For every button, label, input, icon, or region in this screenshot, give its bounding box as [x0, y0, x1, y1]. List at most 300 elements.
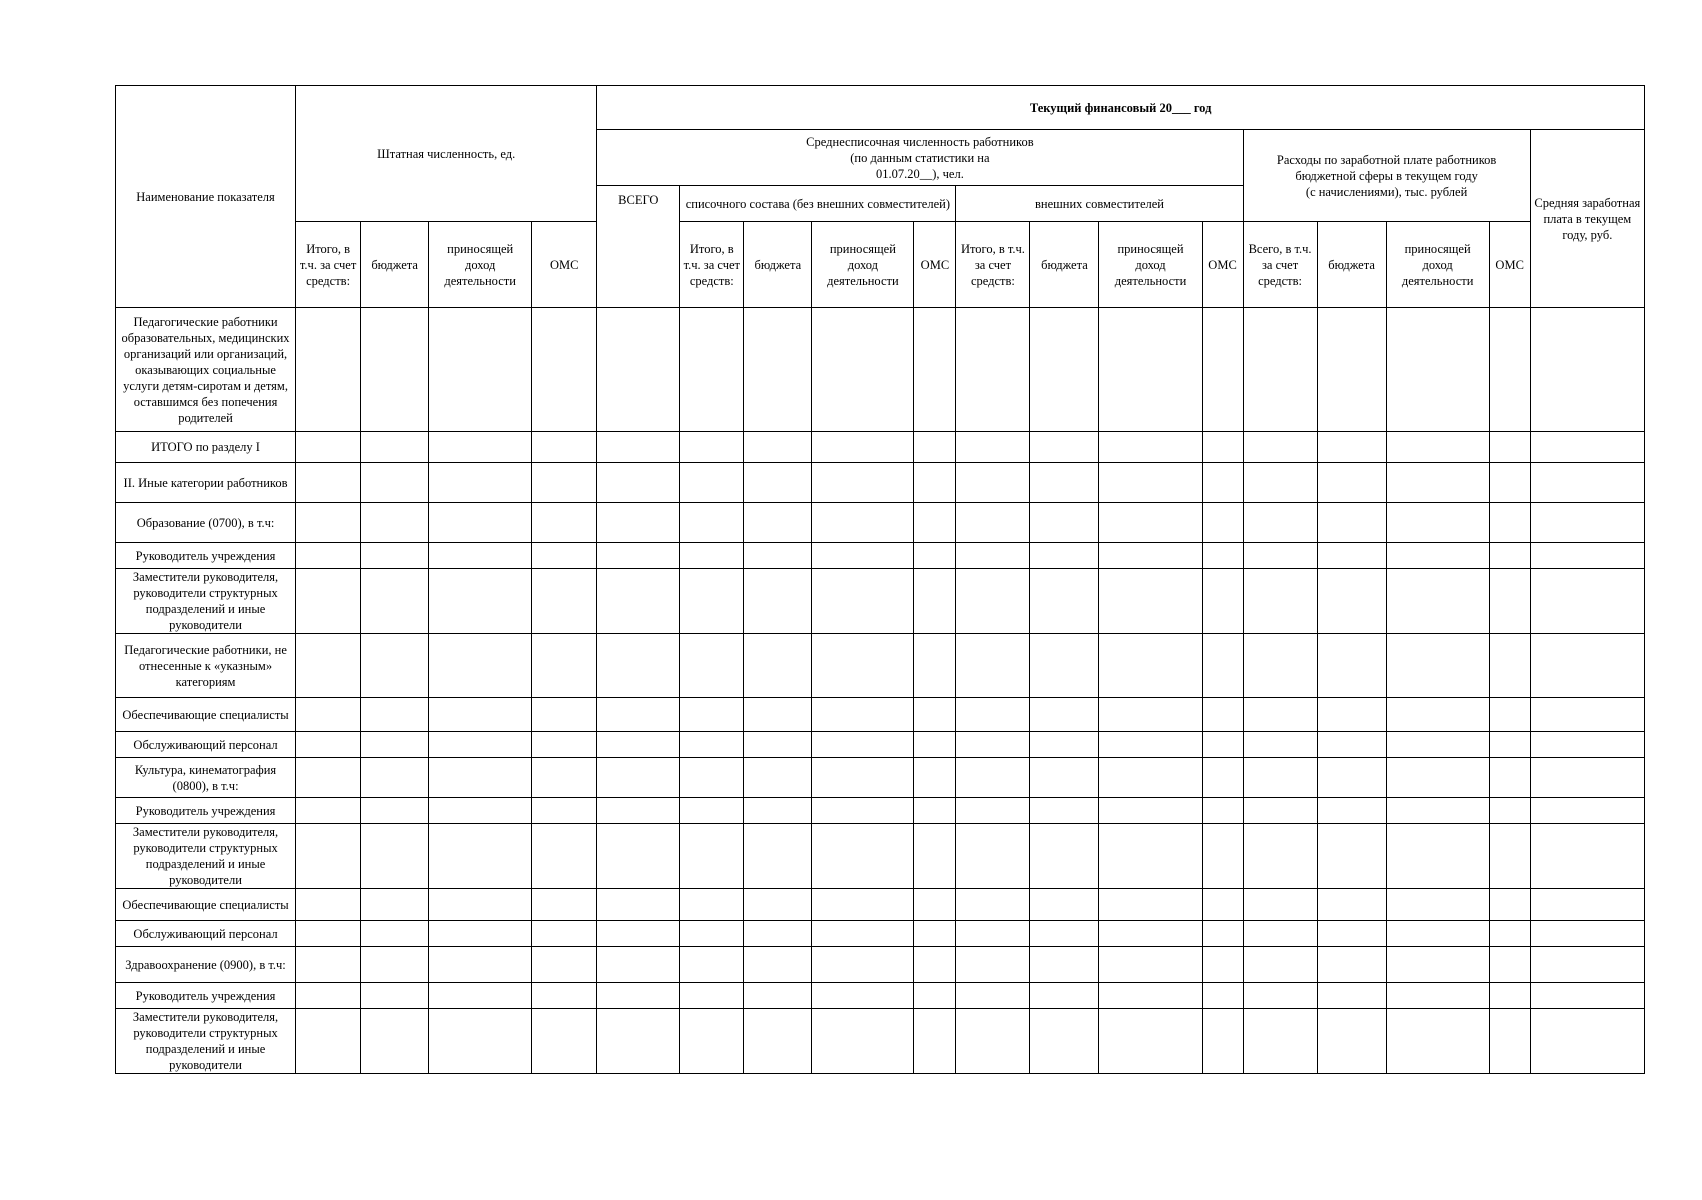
- data-cell[interactable]: [812, 432, 914, 463]
- data-cell[interactable]: [296, 947, 361, 983]
- data-cell[interactable]: [361, 432, 429, 463]
- data-cell[interactable]: [1317, 947, 1386, 983]
- data-cell[interactable]: [1243, 732, 1317, 758]
- data-cell[interactable]: [1099, 798, 1202, 824]
- data-cell[interactable]: [680, 947, 744, 983]
- data-cell[interactable]: [1386, 432, 1489, 463]
- data-cell[interactable]: [597, 503, 680, 543]
- data-cell[interactable]: [1030, 698, 1099, 732]
- data-cell[interactable]: [1099, 308, 1202, 432]
- data-cell[interactable]: [597, 758, 680, 798]
- data-cell[interactable]: [914, 308, 956, 432]
- data-cell[interactable]: [1530, 432, 1644, 463]
- data-cell[interactable]: [1317, 569, 1386, 634]
- data-cell[interactable]: [296, 824, 361, 889]
- data-cell[interactable]: [680, 432, 744, 463]
- data-cell[interactable]: [1386, 758, 1489, 798]
- data-cell[interactable]: [812, 889, 914, 921]
- data-cell[interactable]: [1317, 1009, 1386, 1074]
- data-cell[interactable]: [812, 732, 914, 758]
- data-cell[interactable]: [1030, 463, 1099, 503]
- data-cell[interactable]: [680, 921, 744, 947]
- data-cell[interactable]: [1243, 634, 1317, 698]
- data-cell[interactable]: [429, 921, 532, 947]
- data-cell[interactable]: [1489, 824, 1530, 889]
- data-cell[interactable]: [1317, 543, 1386, 569]
- data-cell[interactable]: [1202, 947, 1243, 983]
- data-cell[interactable]: [597, 1009, 680, 1074]
- data-cell[interactable]: [429, 889, 532, 921]
- data-cell[interactable]: [1030, 569, 1099, 634]
- data-cell[interactable]: [1317, 308, 1386, 432]
- data-cell[interactable]: [744, 698, 812, 732]
- data-cell[interactable]: [914, 947, 956, 983]
- data-cell[interactable]: [914, 503, 956, 543]
- data-cell[interactable]: [532, 983, 597, 1009]
- data-cell[interactable]: [680, 889, 744, 921]
- data-cell[interactable]: [1317, 983, 1386, 1009]
- data-cell[interactable]: [956, 432, 1030, 463]
- data-cell[interactable]: [1386, 947, 1489, 983]
- data-cell[interactable]: [914, 463, 956, 503]
- data-cell[interactable]: [1243, 1009, 1317, 1074]
- data-cell[interactable]: [914, 543, 956, 569]
- data-cell[interactable]: [1202, 634, 1243, 698]
- data-cell[interactable]: [597, 463, 680, 503]
- data-cell[interactable]: [1099, 1009, 1202, 1074]
- data-cell[interactable]: [1243, 503, 1317, 543]
- data-cell[interactable]: [956, 732, 1030, 758]
- data-cell[interactable]: [1243, 798, 1317, 824]
- data-cell[interactable]: [1530, 503, 1644, 543]
- data-cell[interactable]: [429, 947, 532, 983]
- data-cell[interactable]: [361, 569, 429, 634]
- data-cell[interactable]: [1530, 569, 1644, 634]
- data-cell[interactable]: [1099, 889, 1202, 921]
- data-cell[interactable]: [812, 503, 914, 543]
- data-cell[interactable]: [1489, 798, 1530, 824]
- data-cell[interactable]: [812, 308, 914, 432]
- data-cell[interactable]: [1317, 432, 1386, 463]
- data-cell[interactable]: [956, 983, 1030, 1009]
- data-cell[interactable]: [1530, 798, 1644, 824]
- data-cell[interactable]: [1030, 1009, 1099, 1074]
- data-cell[interactable]: [532, 732, 597, 758]
- data-cell[interactable]: [532, 921, 597, 947]
- data-cell[interactable]: [1243, 758, 1317, 798]
- data-cell[interactable]: [812, 543, 914, 569]
- data-cell[interactable]: [597, 543, 680, 569]
- data-cell[interactable]: [1489, 1009, 1530, 1074]
- data-cell[interactable]: [1530, 463, 1644, 503]
- data-cell[interactable]: [1243, 308, 1317, 432]
- data-cell[interactable]: [1530, 308, 1644, 432]
- data-cell[interactable]: [1489, 463, 1530, 503]
- data-cell[interactable]: [956, 947, 1030, 983]
- data-cell[interactable]: [1202, 983, 1243, 1009]
- data-cell[interactable]: [532, 543, 597, 569]
- data-cell[interactable]: [429, 983, 532, 1009]
- data-cell[interactable]: [680, 463, 744, 503]
- data-cell[interactable]: [1386, 698, 1489, 732]
- data-cell[interactable]: [1386, 798, 1489, 824]
- data-cell[interactable]: [680, 634, 744, 698]
- data-cell[interactable]: [914, 889, 956, 921]
- data-cell[interactable]: [1243, 824, 1317, 889]
- data-cell[interactable]: [296, 758, 361, 798]
- data-cell[interactable]: [532, 889, 597, 921]
- data-cell[interactable]: [296, 463, 361, 503]
- data-cell[interactable]: [744, 732, 812, 758]
- data-cell[interactable]: [429, 569, 532, 634]
- data-cell[interactable]: [597, 432, 680, 463]
- data-cell[interactable]: [956, 698, 1030, 732]
- data-cell[interactable]: [361, 798, 429, 824]
- data-cell[interactable]: [532, 503, 597, 543]
- data-cell[interactable]: [956, 921, 1030, 947]
- data-cell[interactable]: [1099, 983, 1202, 1009]
- data-cell[interactable]: [956, 758, 1030, 798]
- data-cell[interactable]: [744, 824, 812, 889]
- data-cell[interactable]: [956, 503, 1030, 543]
- data-cell[interactable]: [597, 889, 680, 921]
- data-cell[interactable]: [1489, 983, 1530, 1009]
- data-cell[interactable]: [1243, 947, 1317, 983]
- data-cell[interactable]: [1202, 463, 1243, 503]
- data-cell[interactable]: [296, 503, 361, 543]
- data-cell[interactable]: [1489, 758, 1530, 798]
- data-cell[interactable]: [914, 798, 956, 824]
- data-cell[interactable]: [1317, 889, 1386, 921]
- data-cell[interactable]: [1030, 889, 1099, 921]
- data-cell[interactable]: [1202, 569, 1243, 634]
- data-cell[interactable]: [1386, 503, 1489, 543]
- data-cell[interactable]: [296, 569, 361, 634]
- data-cell[interactable]: [1243, 698, 1317, 732]
- data-cell[interactable]: [296, 432, 361, 463]
- data-cell[interactable]: [744, 308, 812, 432]
- data-cell[interactable]: [1030, 634, 1099, 698]
- data-cell[interactable]: [1317, 921, 1386, 947]
- data-cell[interactable]: [680, 732, 744, 758]
- data-cell[interactable]: [1202, 543, 1243, 569]
- data-cell[interactable]: [1386, 634, 1489, 698]
- data-cell[interactable]: [956, 824, 1030, 889]
- data-cell[interactable]: [1099, 758, 1202, 798]
- data-cell[interactable]: [1243, 543, 1317, 569]
- data-cell[interactable]: [429, 824, 532, 889]
- data-cell[interactable]: [1099, 634, 1202, 698]
- data-cell[interactable]: [744, 921, 812, 947]
- data-cell[interactable]: [1202, 758, 1243, 798]
- data-cell[interactable]: [1030, 798, 1099, 824]
- data-cell[interactable]: [1386, 569, 1489, 634]
- data-cell[interactable]: [812, 824, 914, 889]
- data-cell[interactable]: [744, 634, 812, 698]
- data-cell[interactable]: [744, 503, 812, 543]
- data-cell[interactable]: [429, 634, 532, 698]
- data-cell[interactable]: [296, 889, 361, 921]
- data-cell[interactable]: [812, 463, 914, 503]
- data-cell[interactable]: [1243, 432, 1317, 463]
- data-cell[interactable]: [956, 463, 1030, 503]
- data-cell[interactable]: [429, 798, 532, 824]
- data-cell[interactable]: [744, 432, 812, 463]
- data-cell[interactable]: [1386, 543, 1489, 569]
- data-cell[interactable]: [744, 569, 812, 634]
- data-cell[interactable]: [680, 1009, 744, 1074]
- data-cell[interactable]: [532, 308, 597, 432]
- data-cell[interactable]: [1243, 569, 1317, 634]
- data-cell[interactable]: [812, 758, 914, 798]
- data-cell[interactable]: [1099, 543, 1202, 569]
- data-cell[interactable]: [914, 1009, 956, 1074]
- data-cell[interactable]: [296, 543, 361, 569]
- data-cell[interactable]: [744, 889, 812, 921]
- data-cell[interactable]: [744, 463, 812, 503]
- data-cell[interactable]: [1530, 634, 1644, 698]
- data-cell[interactable]: [1099, 463, 1202, 503]
- data-cell[interactable]: [429, 698, 532, 732]
- data-cell[interactable]: [1386, 983, 1489, 1009]
- data-cell[interactable]: [1202, 503, 1243, 543]
- data-cell[interactable]: [1099, 432, 1202, 463]
- data-cell[interactable]: [1489, 503, 1530, 543]
- data-cell[interactable]: [680, 503, 744, 543]
- data-cell[interactable]: [429, 543, 532, 569]
- data-cell[interactable]: [1099, 569, 1202, 634]
- data-cell[interactable]: [680, 308, 744, 432]
- data-cell[interactable]: [744, 947, 812, 983]
- data-cell[interactable]: [361, 634, 429, 698]
- data-cell[interactable]: [914, 758, 956, 798]
- data-cell[interactable]: [956, 569, 1030, 634]
- data-cell[interactable]: [1317, 634, 1386, 698]
- data-cell[interactable]: [1386, 732, 1489, 758]
- data-cell[interactable]: [1202, 921, 1243, 947]
- data-cell[interactable]: [429, 758, 532, 798]
- data-cell[interactable]: [361, 503, 429, 543]
- data-cell[interactable]: [1099, 824, 1202, 889]
- data-cell[interactable]: [1386, 308, 1489, 432]
- data-cell[interactable]: [532, 798, 597, 824]
- data-cell[interactable]: [296, 732, 361, 758]
- data-cell[interactable]: [361, 824, 429, 889]
- data-cell[interactable]: [914, 698, 956, 732]
- data-cell[interactable]: [812, 1009, 914, 1074]
- data-cell[interactable]: [429, 432, 532, 463]
- data-cell[interactable]: [1530, 758, 1644, 798]
- data-cell[interactable]: [1489, 732, 1530, 758]
- data-cell[interactable]: [956, 543, 1030, 569]
- data-cell[interactable]: [1202, 1009, 1243, 1074]
- data-cell[interactable]: [1317, 503, 1386, 543]
- data-cell[interactable]: [296, 983, 361, 1009]
- data-cell[interactable]: [680, 543, 744, 569]
- data-cell[interactable]: [296, 698, 361, 732]
- data-cell[interactable]: [914, 569, 956, 634]
- data-cell[interactable]: [914, 983, 956, 1009]
- data-cell[interactable]: [597, 308, 680, 432]
- data-cell[interactable]: [744, 758, 812, 798]
- data-cell[interactable]: [597, 824, 680, 889]
- data-cell[interactable]: [429, 1009, 532, 1074]
- data-cell[interactable]: [1386, 889, 1489, 921]
- data-cell[interactable]: [361, 308, 429, 432]
- data-cell[interactable]: [361, 947, 429, 983]
- data-cell[interactable]: [956, 634, 1030, 698]
- data-cell[interactable]: [956, 889, 1030, 921]
- data-cell[interactable]: [597, 732, 680, 758]
- data-cell[interactable]: [1489, 308, 1530, 432]
- data-cell[interactable]: [532, 698, 597, 732]
- data-cell[interactable]: [1530, 1009, 1644, 1074]
- data-cell[interactable]: [680, 983, 744, 1009]
- data-cell[interactable]: [1386, 1009, 1489, 1074]
- data-cell[interactable]: [597, 921, 680, 947]
- data-cell[interactable]: [429, 732, 532, 758]
- data-cell[interactable]: [1202, 432, 1243, 463]
- data-cell[interactable]: [1202, 698, 1243, 732]
- data-cell[interactable]: [1489, 432, 1530, 463]
- data-cell[interactable]: [1317, 824, 1386, 889]
- data-cell[interactable]: [1030, 543, 1099, 569]
- data-cell[interactable]: [1317, 798, 1386, 824]
- data-cell[interactable]: [361, 758, 429, 798]
- data-cell[interactable]: [1243, 921, 1317, 947]
- data-cell[interactable]: [956, 308, 1030, 432]
- data-cell[interactable]: [812, 947, 914, 983]
- data-cell[interactable]: [1243, 889, 1317, 921]
- data-cell[interactable]: [1099, 921, 1202, 947]
- data-cell[interactable]: [1530, 732, 1644, 758]
- data-cell[interactable]: [296, 798, 361, 824]
- data-cell[interactable]: [1030, 824, 1099, 889]
- data-cell[interactable]: [1030, 983, 1099, 1009]
- data-cell[interactable]: [1030, 758, 1099, 798]
- data-cell[interactable]: [532, 758, 597, 798]
- data-cell[interactable]: [296, 308, 361, 432]
- data-cell[interactable]: [532, 432, 597, 463]
- data-cell[interactable]: [1386, 824, 1489, 889]
- data-cell[interactable]: [532, 634, 597, 698]
- data-cell[interactable]: [361, 921, 429, 947]
- data-cell[interactable]: [744, 983, 812, 1009]
- data-cell[interactable]: [744, 543, 812, 569]
- data-cell[interactable]: [1530, 983, 1644, 1009]
- data-cell[interactable]: [532, 463, 597, 503]
- data-cell[interactable]: [429, 463, 532, 503]
- data-cell[interactable]: [1530, 921, 1644, 947]
- data-cell[interactable]: [1030, 503, 1099, 543]
- data-cell[interactable]: [1317, 463, 1386, 503]
- data-cell[interactable]: [1202, 798, 1243, 824]
- data-cell[interactable]: [429, 503, 532, 543]
- data-cell[interactable]: [1030, 947, 1099, 983]
- data-cell[interactable]: [597, 698, 680, 732]
- data-cell[interactable]: [1099, 698, 1202, 732]
- data-cell[interactable]: [812, 569, 914, 634]
- data-cell[interactable]: [680, 758, 744, 798]
- data-cell[interactable]: [361, 463, 429, 503]
- data-cell[interactable]: [956, 798, 1030, 824]
- data-cell[interactable]: [812, 698, 914, 732]
- data-cell[interactable]: [429, 308, 532, 432]
- data-cell[interactable]: [597, 634, 680, 698]
- data-cell[interactable]: [1489, 698, 1530, 732]
- data-cell[interactable]: [1099, 732, 1202, 758]
- data-cell[interactable]: [361, 889, 429, 921]
- data-cell[interactable]: [532, 1009, 597, 1074]
- data-cell[interactable]: [1530, 543, 1644, 569]
- data-cell[interactable]: [812, 921, 914, 947]
- data-cell[interactable]: [1202, 308, 1243, 432]
- data-cell[interactable]: [1489, 569, 1530, 634]
- data-cell[interactable]: [744, 1009, 812, 1074]
- data-cell[interactable]: [1530, 889, 1644, 921]
- data-cell[interactable]: [1317, 732, 1386, 758]
- data-cell[interactable]: [1317, 758, 1386, 798]
- data-cell[interactable]: [1030, 732, 1099, 758]
- data-cell[interactable]: [914, 634, 956, 698]
- data-cell[interactable]: [1489, 889, 1530, 921]
- data-cell[interactable]: [680, 824, 744, 889]
- data-cell[interactable]: [532, 947, 597, 983]
- data-cell[interactable]: [1386, 921, 1489, 947]
- data-cell[interactable]: [914, 432, 956, 463]
- data-cell[interactable]: [914, 921, 956, 947]
- data-cell[interactable]: [680, 798, 744, 824]
- data-cell[interactable]: [1099, 947, 1202, 983]
- data-cell[interactable]: [914, 824, 956, 889]
- data-cell[interactable]: [1489, 921, 1530, 947]
- data-cell[interactable]: [361, 543, 429, 569]
- data-cell[interactable]: [680, 569, 744, 634]
- data-cell[interactable]: [1530, 824, 1644, 889]
- data-cell[interactable]: [1030, 921, 1099, 947]
- data-cell[interactable]: [812, 983, 914, 1009]
- data-cell[interactable]: [1386, 463, 1489, 503]
- data-cell[interactable]: [1030, 308, 1099, 432]
- data-cell[interactable]: [361, 1009, 429, 1074]
- data-cell[interactable]: [296, 921, 361, 947]
- data-cell[interactable]: [1317, 698, 1386, 732]
- data-cell[interactable]: [597, 798, 680, 824]
- data-cell[interactable]: [1202, 824, 1243, 889]
- data-cell[interactable]: [361, 732, 429, 758]
- data-cell[interactable]: [1489, 634, 1530, 698]
- data-cell[interactable]: [597, 569, 680, 634]
- data-cell[interactable]: [361, 698, 429, 732]
- data-cell[interactable]: [1489, 947, 1530, 983]
- data-cell[interactable]: [1489, 543, 1530, 569]
- data-cell[interactable]: [597, 983, 680, 1009]
- data-cell[interactable]: [296, 1009, 361, 1074]
- data-cell[interactable]: [532, 824, 597, 889]
- data-cell[interactable]: [744, 798, 812, 824]
- data-cell[interactable]: [680, 698, 744, 732]
- data-cell[interactable]: [812, 634, 914, 698]
- data-cell[interactable]: [1202, 889, 1243, 921]
- data-cell[interactable]: [1202, 732, 1243, 758]
- data-cell[interactable]: [956, 1009, 1030, 1074]
- data-cell[interactable]: [361, 983, 429, 1009]
- data-cell[interactable]: [812, 798, 914, 824]
- data-cell[interactable]: [914, 732, 956, 758]
- data-cell[interactable]: [1530, 698, 1644, 732]
- data-cell[interactable]: [1243, 983, 1317, 1009]
- data-cell[interactable]: [1530, 947, 1644, 983]
